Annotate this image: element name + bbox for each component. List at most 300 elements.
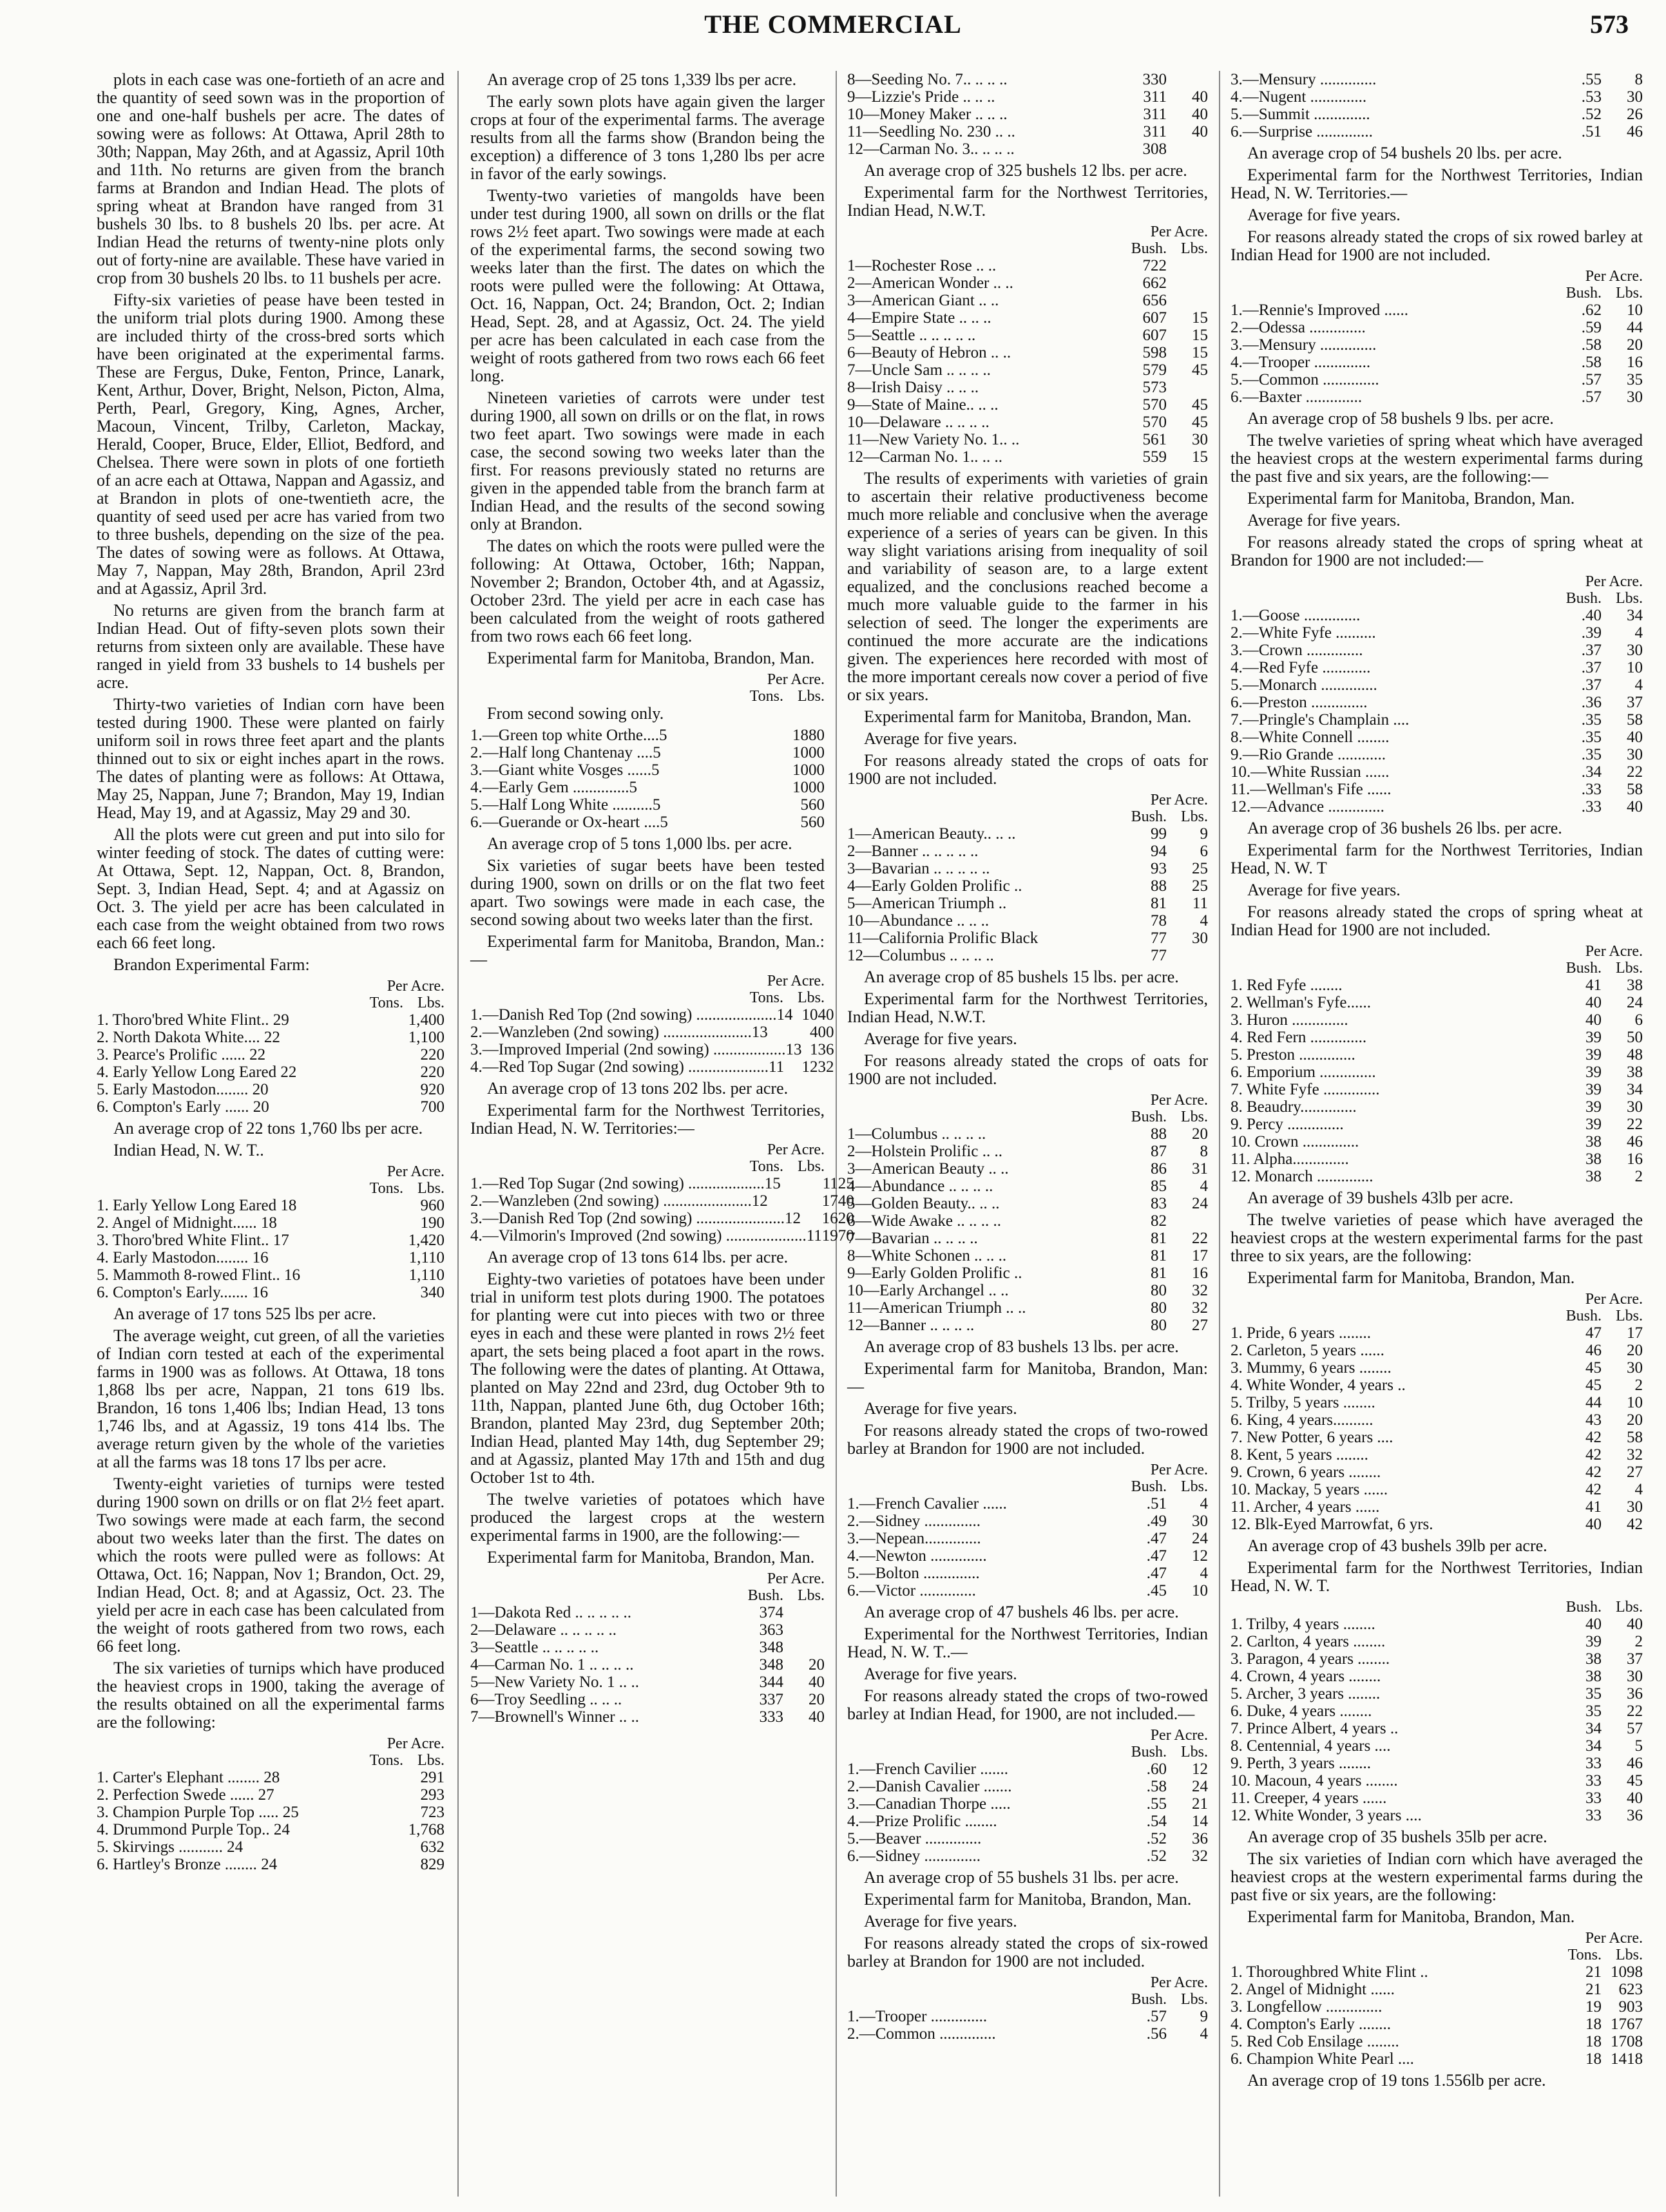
table-row — [1230, 1046, 1643, 1063]
units-label: Lbs. — [1181, 1109, 1208, 1125]
paragraph: No returns are given from the branch farm at Indian Head. Out of fifty-seven plots sown their returns from sixteen only are available. These have ranged in yield from 33 bushels to 14 bushels per acre. — [97, 601, 445, 692]
yield-value: 16 — [1627, 1150, 1643, 1168]
yield-value: 348 — [759, 1656, 783, 1673]
yield-value: 42 — [1585, 1464, 1602, 1481]
yield-value: 4 — [1200, 1565, 1208, 1582]
variety-name: 8.—White Connell ........ — [1230, 729, 1390, 746]
yield-value: 80 — [1151, 1317, 1167, 1334]
variety-name: 3. Champion Purple Top ..... 25 — [97, 1804, 299, 1821]
variety-name: 6—Troy Seedling .. .. .. — [470, 1691, 622, 1708]
variety-name: 4. Crown, 4 years ........ — [1230, 1668, 1381, 1685]
yield-value: 24 — [1627, 994, 1643, 1011]
yield-value: 1880 — [792, 727, 825, 744]
yield-value: 1,768 — [408, 1821, 445, 1838]
table-row — [1230, 1633, 1643, 1650]
yield-value: .51 — [1581, 123, 1602, 140]
table-row — [470, 1175, 854, 1192]
variety-name: 5—Golden Beauty.. .. .. — [847, 1195, 1000, 1212]
variety-name: 5. Red Cob Ensilage ........ — [1230, 2033, 1399, 2050]
variety-name: 3. Mummy, 6 years ........ — [1230, 1359, 1392, 1377]
table-row — [470, 1024, 834, 1041]
table-row — [1230, 1963, 1643, 1981]
yield-value: 15 — [1192, 344, 1208, 361]
units-label: Lbs. — [798, 688, 825, 705]
table-row — [1230, 642, 1643, 659]
yield-value: 83 — [1151, 1195, 1167, 1212]
yield-value: 88 — [1151, 1125, 1167, 1143]
average-note: An average crop of 83 bushels 13 lbs. per acre. — [864, 1337, 1179, 1356]
data-table — [1230, 301, 1643, 406]
units-header — [1230, 1291, 1643, 1308]
table-row — [847, 1813, 1208, 1830]
yield-value: 20 — [1627, 1411, 1643, 1429]
yield-value — [1167, 1212, 1208, 1230]
yield-value: 570 — [1142, 414, 1167, 431]
variety-name: 9—Early Golden Prolific .. — [847, 1264, 1022, 1282]
yield-value: 311 — [1143, 123, 1167, 140]
table-row — [1230, 1702, 1643, 1720]
table-row — [470, 1639, 825, 1656]
units-header — [470, 671, 825, 688]
average-note: An average crop of 325 bushels 12 lbs. per acre. — [864, 161, 1187, 180]
yield-value: 9 — [1200, 2008, 1208, 2025]
yield-value: 40 — [809, 1708, 825, 1726]
variety-name: 10—Money Maker .. .. .. — [847, 106, 1008, 123]
yield-value: 41 — [1585, 1498, 1602, 1516]
yield-value: 1000 — [792, 761, 825, 779]
yield-value: 39 — [1585, 1029, 1602, 1046]
variety-name: 11—Seedling No. 230 .. .. — [847, 123, 1015, 140]
table-row — [470, 1621, 825, 1639]
units-label: Per Acre. — [1585, 573, 1643, 590]
paragraph: Six varieties of sugar beets have been tested during 1900, sown on drills or on the flat two feet apart. Two sowings were made in each case, the second sowing about two weeks later than the first. — [470, 856, 825, 929]
variety-name: 7. White Fyfe .............. — [1230, 1081, 1380, 1098]
units-label: Bush. — [1131, 240, 1167, 257]
yield-value: .52 — [1581, 106, 1602, 123]
paragraph: All the plots were cut green and put into silo for winter feeding of stock. The dates of cutting were: At Ottawa, Sept. 12, Nappan, Oct. 8, Brandon, Sept. 3, Indian Head, Sept. 4; and at Agassiz on Oct. 3. The yield per acre has been calculated in each case from the weight obtained from two rows each 66 feet long. — [97, 825, 445, 952]
units-header — [847, 240, 1208, 257]
table-row — [1230, 1668, 1643, 1685]
variety-name: 12. Monarch .............. — [1230, 1168, 1374, 1185]
average-note: An average crop of 19 tons 1.556lb per acre. — [1247, 2071, 1546, 2090]
table-row — [1230, 1616, 1643, 1633]
variety-name: 5.—Summit .............. — [1230, 106, 1370, 123]
yield-value: 20 — [809, 1656, 825, 1673]
yield-value: .35 — [1581, 711, 1602, 729]
table-row — [847, 1495, 1208, 1512]
table-row — [470, 744, 825, 761]
variety-name: 6—Beauty of Hebron .. .. — [847, 344, 1011, 361]
yield-value: 15 — [1192, 309, 1208, 327]
table-row — [847, 1230, 1208, 1247]
table-row — [1230, 1029, 1643, 1046]
yield-value: 58 — [1627, 711, 1643, 729]
yield-value: 10 — [1627, 301, 1643, 319]
yield-value: 723 — [420, 1804, 445, 1821]
variety-name: 5—American Triumph .. — [847, 895, 1007, 912]
table-row — [1230, 1150, 1643, 1168]
table-row — [1230, 336, 1643, 354]
variety-name: 7. New Potter, 6 years .... — [1230, 1429, 1393, 1446]
yield-value: 33 — [1585, 1807, 1602, 1824]
table-row — [1230, 106, 1643, 123]
yield-value: .33 — [1581, 798, 1602, 815]
yield-value: 32 — [1627, 1446, 1643, 1464]
yield-value: 93 — [1151, 860, 1167, 877]
yield-value: 2 — [1634, 1168, 1643, 1185]
yield-value: 190 — [420, 1214, 445, 1232]
units-label: Bush. — [747, 1587, 783, 1604]
data-table — [847, 1760, 1208, 1865]
variety-name: 3.—Danish Red Top (2nd sowing) ......................12 — [470, 1210, 801, 1227]
yield-value: .52 — [1146, 1830, 1167, 1847]
paragraph: The twelve varieties of spring wheat which have averaged the heaviest crops at the western experimental farms during the past five and six years, are the following:— — [1230, 431, 1643, 486]
units-header — [847, 1478, 1208, 1495]
units-label: Lbs. — [1616, 590, 1643, 607]
yield-value: 337 — [759, 1691, 783, 1708]
variety-name: 4.—Early Gem ..............5 — [470, 779, 637, 796]
paragraph: The average weight, cut green, of all the varieties of Indian corn tested at each of the experimental farms in 1900 was as follows. At Ottawa, 18 tons 1,868 lbs per acre, Nappan, 21 tons 619 lbs. Brandon, 16 tons 1,406 lbs; Indian Head, 13 tons 1,746 lbs, and at Agassiz, 19 tons 414 lbs. The average return given by the whole of the varieties at all the farms was 18 tons 17 lbs per acre. — [97, 1326, 445, 1471]
variety-name: 9. Percy .............. — [1230, 1116, 1344, 1133]
page-header — [0, 9, 1666, 48]
yield-value: 5 — [1634, 1737, 1643, 1755]
units-header — [470, 688, 825, 705]
data-table — [470, 1175, 854, 1244]
table-row — [847, 860, 1208, 877]
table-row — [1230, 388, 1643, 406]
units-label: Tons. — [749, 688, 783, 705]
yield-value: 607 — [1142, 309, 1167, 327]
yield-value: 1740 — [821, 1192, 854, 1210]
variety-name: 12—Carman No. 1.. .. .. — [847, 448, 1002, 466]
table-note: From second sowing only. — [487, 704, 664, 723]
variety-name: 3. Thoro'bred White Flint.. 17 — [97, 1232, 289, 1249]
yield-value: 47 — [1585, 1324, 1602, 1342]
table-row — [97, 1266, 445, 1284]
yield-value: 348 — [759, 1639, 783, 1656]
yield-value: 1970 — [821, 1227, 854, 1244]
yield-value: 57 — [1627, 1720, 1643, 1737]
paragraph: The twelve varieties of potatoes which have produced the largest crops at the western experimental farms in 1900, are the following:— — [470, 1490, 825, 1545]
units-label: Bush. — [1131, 1109, 1167, 1125]
yield-value: 24 — [1192, 1195, 1208, 1212]
variety-name: 2. Angel of Midnight...... 18 — [97, 1214, 277, 1232]
variety-name: 6. King, 4 years.......... — [1230, 1411, 1374, 1429]
yield-value: 2 — [1634, 1377, 1643, 1394]
yield-value: 220 — [420, 1046, 445, 1063]
table-row — [847, 361, 1208, 379]
variety-name: 2—Holstein Prolific .. .. — [847, 1143, 1002, 1160]
yield-value: 45 — [1585, 1377, 1602, 1394]
paragraph: For reasons already stated the crops of six-rowed barley at Brandon for 1900 are not included. — [847, 1934, 1208, 1970]
variety-name: 1—Dakota Red .. .. .. .. .. — [470, 1604, 631, 1621]
yield-value: 40 — [1585, 994, 1602, 1011]
paragraph: Nineteen varieties of carrots were under test during 1900, all sown on drills or on the flat, in rows two feet apart. Two sowings were made in each case, the second sowing two weeks later than the first. For reasons previously stated no returns are given in the appended table from the branch farm at Indian Head, and the results of the second sowing only at Brandon. — [470, 388, 825, 533]
average-note: An average crop of 55 bushels 31 lbs. per acre. — [864, 1868, 1179, 1887]
data-table — [1230, 1616, 1643, 1824]
yield-value: 26 — [1627, 106, 1643, 123]
yield-value: 40 — [1627, 798, 1643, 815]
table-row — [1230, 1685, 1643, 1702]
yield-value: 4 — [1200, 1495, 1208, 1512]
yield-value: 88 — [1151, 877, 1167, 895]
variety-name: 6.—Guerande or Ox-heart ....5 — [470, 814, 668, 831]
table-row — [847, 2025, 1208, 2043]
units-header — [847, 1092, 1208, 1109]
variety-name: 6.—Sidney .............. — [847, 1847, 981, 1865]
yield-value: 45 — [1192, 361, 1208, 379]
yield-value: 10 — [1627, 659, 1643, 676]
yield-value — [1167, 947, 1208, 964]
yield-value: 81 — [1151, 895, 1167, 912]
table-row — [1230, 319, 1643, 336]
data-table — [1230, 607, 1643, 815]
yield-value: 40 — [1192, 106, 1208, 123]
average-note: An average crop of 25 tons 1,339 lbs per acre. — [487, 70, 797, 89]
yield-value: 32 — [1192, 1847, 1208, 1865]
variety-name: 4.—Red Fyfe ............ — [1230, 659, 1371, 676]
units-header — [470, 1570, 825, 1587]
variety-name: 1.—French Cavalier ...... — [847, 1495, 1007, 1512]
yield-value: 37 — [1627, 694, 1643, 711]
variety-name: 6. Compton's Early ...... 20 — [97, 1098, 269, 1116]
yield-value: 34 — [1627, 607, 1643, 624]
table-row — [470, 1006, 834, 1024]
table-row — [1230, 1429, 1643, 1446]
variety-name: 1. Thoro'bred White Flint.. 29 — [97, 1011, 289, 1029]
yield-value: 46 — [1627, 123, 1643, 140]
paragraph: Average for five years. — [1247, 205, 1401, 224]
variety-name: 1—American Beauty.. .. .. — [847, 825, 1016, 843]
units-label: Per Acre. — [767, 973, 825, 989]
table-row — [1230, 1359, 1643, 1377]
variety-name: 2—Banner .. .. .. .. .. — [847, 843, 979, 860]
variety-name: 1.—Danish Red Top (2nd sowing) ....................14 — [470, 1006, 793, 1024]
variety-name: 3.—Improved Imperial (2nd sowing) ..................13 — [470, 1041, 802, 1058]
average-note: An average of 39 bushels 43lb per acre. — [1247, 1188, 1513, 1207]
variety-name: 10. Crown .............. — [1230, 1133, 1359, 1150]
table-row — [1230, 1720, 1643, 1737]
yield-value: .35 — [1581, 746, 1602, 763]
table-row — [470, 1604, 825, 1621]
table-row — [1230, 1411, 1643, 1429]
variety-name: 6. Emporium .............. — [1230, 1063, 1376, 1081]
yield-value: 38 — [1585, 1668, 1602, 1685]
table-row — [1230, 301, 1643, 319]
table-row — [1230, 1446, 1643, 1464]
yield-value: 94 — [1151, 843, 1167, 860]
table-row — [470, 779, 825, 796]
paragraph: Experimental farm for Manitoba, Brandon, Man:— — [847, 1359, 1208, 1396]
yield-value: 38 — [1585, 1650, 1602, 1668]
table-row — [1230, 2033, 1643, 2050]
yield-value: 12 — [1192, 1547, 1208, 1565]
table-row — [847, 1795, 1208, 1813]
data-table — [847, 2008, 1208, 2043]
units-label: Lbs. — [1616, 1599, 1643, 1616]
yield-value: 1040 — [801, 1006, 834, 1024]
table-row — [1230, 123, 1643, 140]
yield-value: 311 — [1143, 88, 1167, 106]
yield-value: 45 — [1192, 414, 1208, 431]
variety-name: 1. Thoroughbred White Flint .. — [1230, 1963, 1428, 1981]
units-label: Tons. — [749, 1158, 783, 1175]
variety-name: 2. Carlton, 4 years ........ — [1230, 1633, 1386, 1650]
yield-value: 960 — [420, 1197, 445, 1214]
paragraph: Twenty-two varieties of mangolds have been under test during 1900, all sown on drills or the flat rows 2½ feet apart. Two sowings were made at each of the experimental farms, the second sowing two weeks later than the first. The dates on which the roots were pulled were the following: At Ottawa, Oct. 16, Nappan, Oct. 24; Brandon, Oct. 2; Indian Head, Sept. 28, and at Agassiz, Oct. 24. The yield per acre has been calculated in each case from the weight of roots gathered from two rows each 66 feet long. — [470, 186, 825, 385]
variety-name: 5.—Monarch .............. — [1230, 676, 1377, 694]
yield-value — [1167, 274, 1208, 292]
yield-value: 22 — [1627, 1116, 1643, 1133]
yield-value: 330 — [1142, 71, 1167, 88]
paragraph: For reasons already stated the crops of two-rowed barley at Indian Head, for 1900, are not included.— — [847, 1686, 1208, 1723]
units-label: Bush. — [1565, 590, 1602, 607]
yield-value: 58 — [1627, 781, 1643, 798]
units-label: Lbs. — [1181, 240, 1208, 257]
variety-name: 4.—Red Top Sugar (2nd sowing) ....................11 — [470, 1058, 785, 1076]
table-row — [470, 796, 825, 814]
paragraph: Average for five years. — [864, 1399, 1017, 1418]
units-header — [847, 1109, 1208, 1125]
units-header — [470, 1587, 825, 1604]
units-header — [470, 1141, 825, 1158]
yield-value: 35 — [1585, 1685, 1602, 1702]
yield-value: 22 — [1627, 1702, 1643, 1720]
table-row — [847, 1143, 1208, 1160]
variety-name: 5. Early Mastodon........ 20 — [97, 1081, 269, 1098]
table-row — [1230, 1498, 1643, 1516]
table-row — [470, 1192, 854, 1210]
average-note: An average crop of 13 tons 202 lbs. per acre. — [487, 1079, 789, 1098]
units-header — [1230, 590, 1643, 607]
table-row — [1230, 1737, 1643, 1755]
units-label: Lbs. — [417, 1180, 445, 1197]
table-row — [1230, 624, 1643, 642]
units-label: Lbs. — [1181, 1991, 1208, 2008]
section-heading: Indian Head, N. W. T.. — [113, 1141, 264, 1159]
yield-value: 36 — [1627, 1807, 1643, 1824]
table-row — [97, 1786, 445, 1804]
units-label: Bush. — [1565, 285, 1602, 301]
table-row — [847, 106, 1208, 123]
variety-name: 9. Crown, 6 years ........ — [1230, 1464, 1381, 1481]
yield-value: 1232 — [801, 1058, 834, 1076]
yield-value: 82 — [1151, 1212, 1167, 1230]
table-row — [1230, 1807, 1643, 1824]
table-row — [847, 309, 1208, 327]
variety-name: 5—New Variety No. 1 .. .. — [470, 1673, 639, 1691]
table-row — [1230, 659, 1643, 676]
table-row — [97, 1214, 445, 1232]
yield-value: 607 — [1142, 327, 1167, 344]
yield-value: 87 — [1151, 1143, 1167, 1160]
paragraph: For reasons already stated the crops of oats for 1900 are not included. — [847, 751, 1208, 788]
column-rule — [836, 71, 837, 2197]
yield-value: 45 — [1585, 1359, 1602, 1377]
yield-value: 656 — [1142, 292, 1167, 309]
average-note: An average crop of 58 bushels 9 lbs. per acre. — [1247, 409, 1554, 428]
units-label: Per Acre. — [767, 1141, 825, 1158]
average-note: An average crop of 36 bushels 26 lbs. per acre. — [1247, 819, 1562, 837]
yield-value: .57 — [1146, 2008, 1167, 2025]
table-row — [847, 344, 1208, 361]
units-label: Lbs. — [1181, 808, 1208, 825]
yield-value: 1418 — [1611, 2050, 1643, 2068]
variety-name: 4—Empire State .. .. .. — [847, 309, 991, 327]
units-label: Per Acre. — [767, 1570, 825, 1587]
yield-value: 27 — [1192, 1317, 1208, 1334]
yield-value: 34 — [1585, 1737, 1602, 1755]
variety-name: 8. Centennial, 4 years .... — [1230, 1737, 1391, 1755]
variety-name: 2.—Wanzleben (2nd sowing) ......................12 — [470, 1192, 768, 1210]
units-label: Tons. — [369, 1180, 403, 1197]
variety-name: 12—Carman No. 3.. .. .. .. — [847, 140, 1015, 158]
units-label: Lbs. — [1181, 1744, 1208, 1760]
yield-value: 34 — [1627, 1081, 1643, 1098]
yield-value: 4 — [1634, 676, 1643, 694]
variety-name: 4. Drummond Purple Top.. 24 — [97, 1821, 290, 1838]
yield-value: 1620 — [821, 1210, 854, 1227]
units-label: Lbs. — [417, 995, 445, 1011]
paragraph: For reasons already stated the crops of oats for 1900 are not included. — [847, 1051, 1208, 1088]
yield-value: 374 — [759, 1604, 783, 1621]
yield-value: .47 — [1146, 1530, 1167, 1547]
variety-name: 6. Compton's Early....... 16 — [97, 1284, 269, 1301]
units-label: Bush. — [1565, 1308, 1602, 1324]
variety-name: 3.—Mensury .............. — [1230, 71, 1377, 88]
yield-value: .56 — [1146, 2025, 1167, 2043]
paragraph: For reasons already stated the crops of spring wheat at Brandon for 1900 are not included:— — [1230, 533, 1643, 569]
paragraph: Experimental farm for Manitoba, Brandon, Man. — [487, 1548, 815, 1567]
variety-name: 6.—Preston .............. — [1230, 694, 1368, 711]
paragraph: The results of experiments with varieties of grain to ascertain their relative productiveness become much more reliable and conclusive when the average experience of a series of years can be given. In this way slight variations arising from inequality of soil and variability of season are, to a large extent equalized, and the conclusions reached become a much more valuable guide to the farmer in his selection of seed. The longer the experiments are continued the more accurate are the indications given. The experiences here recorded with most of the more important cereals now cover a period of five or six years. — [847, 469, 1208, 704]
variety-name: 4. Early Mastodon........ 16 — [97, 1249, 269, 1266]
yield-value: 30 — [1627, 1098, 1643, 1116]
yield-value: 6 — [1634, 1011, 1643, 1029]
yield-value: .54 — [1146, 1813, 1167, 1830]
table-row — [97, 1856, 445, 1873]
table-row — [847, 1547, 1208, 1565]
yield-value: 36 — [1627, 1685, 1643, 1702]
yield-value: 21 — [1192, 1795, 1208, 1813]
yield-value: 363 — [759, 1621, 783, 1639]
table-row — [847, 912, 1208, 930]
table-row — [847, 930, 1208, 947]
yield-value: 400 — [810, 1024, 834, 1041]
yield-value: 25 — [1192, 860, 1208, 877]
units-header — [847, 1744, 1208, 1760]
table-row — [470, 1708, 825, 1726]
yield-value: 20 — [1192, 1125, 1208, 1143]
variety-name: 3. Paragon, 4 years ........ — [1230, 1650, 1390, 1668]
yield-value: 559 — [1142, 448, 1167, 466]
units-label: Lbs. — [1616, 960, 1643, 977]
variety-name: 3—American Giant .. .. — [847, 292, 999, 309]
variety-name: 6.—Victor .............. — [847, 1582, 976, 1599]
yield-value: 42 — [1585, 1446, 1602, 1464]
yield-value: 48 — [1627, 1046, 1643, 1063]
units-header — [97, 1752, 445, 1769]
variety-name: 3—Seattle .. .. .. .. .. — [470, 1639, 599, 1656]
table-row — [1230, 1981, 1643, 1998]
units-header — [847, 792, 1208, 808]
yield-value: 21 — [1585, 1981, 1602, 1998]
variety-name: 4.—Nugent .............. — [1230, 88, 1367, 106]
yield-value: 662 — [1142, 274, 1167, 292]
yield-value: 16 — [1627, 354, 1643, 371]
units-header — [847, 1991, 1208, 2008]
yield-value: 39 — [1585, 1046, 1602, 1063]
